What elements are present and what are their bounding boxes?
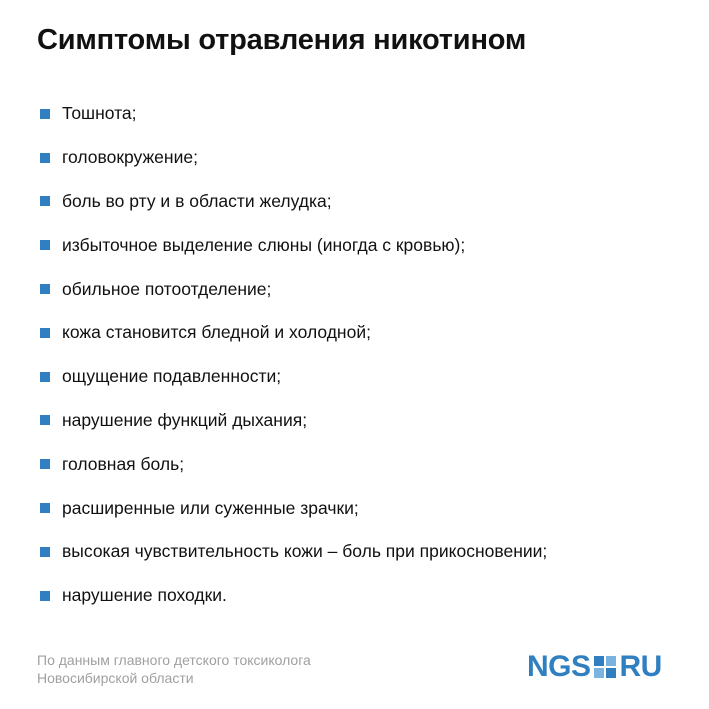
list-item [40,92,547,136]
source-note [37,651,311,687]
logo-text-left: NGS [527,650,591,683]
list-item [40,574,547,618]
square-bullet-icon [40,415,50,425]
list-item-text: головная боль; [62,453,185,474]
list-item-text: нарушение походки. [62,585,227,606]
source-line-1: По данным главного детского токсиколога [37,652,311,668]
list-item [40,486,547,530]
list-item-text: Тошнота; [62,103,137,124]
logo-square-icon [594,656,616,678]
list-item [40,180,547,224]
symptoms-list [40,92,547,618]
list-item-text: головокружение; [62,147,198,168]
square-bullet-icon [40,196,50,206]
list-item-text: обильное потоотделение; [62,278,272,299]
list-item [40,442,547,486]
page-title: Симптомы отравления никотином [37,24,527,56]
square-bullet-icon [40,109,50,119]
square-bullet-icon [40,328,50,338]
square-bullet-icon [40,591,50,601]
list-item-text: избыточное выделение слюны (иногда с кровью); [62,234,466,255]
list-item-text: высокая чувствительность кожи – боль при прикосновении; [62,541,548,562]
list-item [40,136,547,180]
list-item [40,311,547,355]
list-item [40,267,547,311]
square-bullet-icon [40,372,50,382]
square-bullet-icon [40,547,50,557]
ngs-logo [527,652,662,682]
list-item-text: расширенные или суженные зрачки; [62,497,359,518]
list-item [40,399,547,443]
square-bullet-icon [40,284,50,294]
list-item-text: кожа становится бледной и холодной; [62,322,371,343]
list-item [40,223,547,267]
list-item-text: ощущение подавленности; [62,366,282,387]
square-bullet-icon [40,240,50,250]
square-bullet-icon [40,459,50,469]
logo-text-right: RU [619,650,662,683]
square-bullet-icon [40,503,50,513]
list-item-text: боль во рту и в области желудка; [62,190,332,211]
list-item [40,530,547,574]
square-bullet-icon [40,153,50,163]
list-item-text: нарушение функций дыхания; [62,409,308,430]
source-line-2: Новосибирской области [37,670,194,686]
list-item [40,355,547,399]
